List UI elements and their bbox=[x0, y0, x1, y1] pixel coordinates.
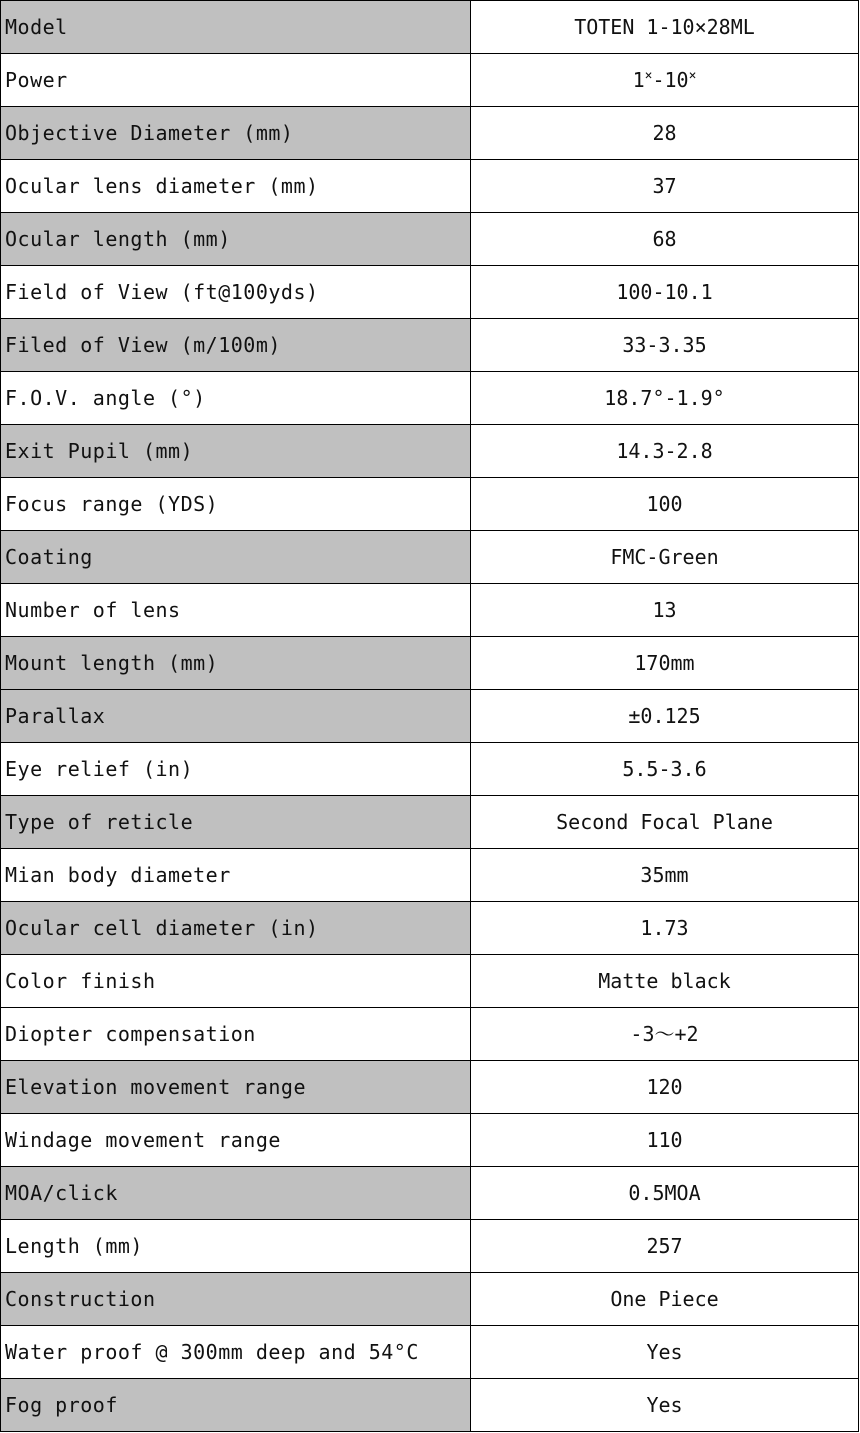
spec-row-main-body-diameter bbox=[1, 849, 859, 902]
spec-row-model bbox=[1, 1, 859, 54]
spec-label: Ocular length (mm) bbox=[1, 213, 471, 266]
spec-row-windage-range bbox=[1, 1114, 859, 1167]
spec-table-body bbox=[1, 1, 859, 1432]
spec-row-objective-diameter bbox=[1, 107, 859, 160]
spec-label: Type of reticle bbox=[1, 796, 471, 849]
spec-value: 33-3.35 bbox=[471, 319, 859, 372]
spec-row-coating bbox=[1, 531, 859, 584]
spec-value: Second Focal Plane bbox=[471, 796, 859, 849]
spec-value: 5.5-3.6 bbox=[471, 743, 859, 796]
spec-label: MOA/click bbox=[1, 1167, 471, 1220]
spec-row-fog-proof bbox=[1, 1379, 859, 1432]
spec-row-eye-relief bbox=[1, 743, 859, 796]
spec-label: Power bbox=[1, 54, 471, 107]
spec-value: One Piece bbox=[471, 1273, 859, 1326]
spec-label: Elevation movement range bbox=[1, 1061, 471, 1114]
spec-label: Filed of View (m/100m) bbox=[1, 319, 471, 372]
spec-value: FMC-Green bbox=[471, 531, 859, 584]
spec-row-fov-angle bbox=[1, 372, 859, 425]
spec-row-power bbox=[1, 54, 859, 107]
spec-value: 28 bbox=[471, 107, 859, 160]
spec-value: 68 bbox=[471, 213, 859, 266]
spec-label: Parallax bbox=[1, 690, 471, 743]
spec-row-water-proof bbox=[1, 1326, 859, 1379]
spec-row-focus-range bbox=[1, 478, 859, 531]
spec-label: Model bbox=[1, 1, 471, 54]
spec-label: Ocular lens diameter (mm) bbox=[1, 160, 471, 213]
spec-value: 120 bbox=[471, 1061, 859, 1114]
spec-label: Construction bbox=[1, 1273, 471, 1326]
spec-label: Ocular cell diameter (in) bbox=[1, 902, 471, 955]
spec-label: Diopter compensation bbox=[1, 1008, 471, 1061]
spec-label: Color finish bbox=[1, 955, 471, 1008]
spec-label: Focus range (YDS) bbox=[1, 478, 471, 531]
spec-label: F.O.V. angle (°) bbox=[1, 372, 471, 425]
power-max: -10 bbox=[652, 68, 689, 92]
spec-row-ocular-length bbox=[1, 213, 859, 266]
spec-row-ocular-cell-diameter bbox=[1, 902, 859, 955]
spec-value: 257 bbox=[471, 1220, 859, 1273]
spec-label: Coating bbox=[1, 531, 471, 584]
spec-row-diopter-compensation bbox=[1, 1008, 859, 1061]
spec-row-parallax bbox=[1, 690, 859, 743]
spec-row-number-of-lens bbox=[1, 584, 859, 637]
spec-value: 1.73 bbox=[471, 902, 859, 955]
spec-row-ocular-lens-diameter bbox=[1, 160, 859, 213]
spec-value: 35mm bbox=[471, 849, 859, 902]
spec-label: Objective Diameter (mm) bbox=[1, 107, 471, 160]
spec-value: 110 bbox=[471, 1114, 859, 1167]
spec-row-length bbox=[1, 1220, 859, 1273]
spec-label: Length (mm) bbox=[1, 1220, 471, 1273]
spec-label: Field of View (ft@100yds) bbox=[1, 266, 471, 319]
spec-value: 13 bbox=[471, 584, 859, 637]
spec-value: 18.7°-1.9° bbox=[471, 372, 859, 425]
power-min: 1 bbox=[632, 68, 645, 92]
spec-value: 100-10.1 bbox=[471, 266, 859, 319]
spec-value: Yes bbox=[471, 1326, 859, 1379]
spec-row-elevation-range bbox=[1, 1061, 859, 1114]
spec-row-mount-length bbox=[1, 637, 859, 690]
spec-value: Matte black bbox=[471, 955, 859, 1008]
spec-value: 0.5MOA bbox=[471, 1167, 859, 1220]
spec-label: Exit Pupil (mm) bbox=[1, 425, 471, 478]
spec-row-color-finish bbox=[1, 955, 859, 1008]
spec-label: Water proof @ 300mm deep and 54°C bbox=[1, 1326, 471, 1379]
spec-value: ±0.125 bbox=[471, 690, 859, 743]
power-max-unit: × bbox=[688, 68, 697, 84]
spec-value bbox=[471, 54, 859, 107]
spec-label: Fog proof bbox=[1, 1379, 471, 1432]
spec-value: 14.3-2.8 bbox=[471, 425, 859, 478]
spec-value: 100 bbox=[471, 478, 859, 531]
spec-value: 37 bbox=[471, 160, 859, 213]
spec-value: Yes bbox=[471, 1379, 859, 1432]
spec-label: Mian body diameter bbox=[1, 849, 471, 902]
spec-label: Number of lens bbox=[1, 584, 471, 637]
spec-value: TOTEN 1-10×28ML bbox=[471, 1, 859, 54]
spec-label: Eye relief (in) bbox=[1, 743, 471, 796]
spec-row-construction bbox=[1, 1273, 859, 1326]
spec-row-field-of-view-ft bbox=[1, 266, 859, 319]
power-min-unit: × bbox=[644, 68, 653, 84]
spec-row-moa-click bbox=[1, 1167, 859, 1220]
spec-label: Windage movement range bbox=[1, 1114, 471, 1167]
spec-value: -3～+2 bbox=[471, 1008, 859, 1061]
spec-label: Mount length (mm) bbox=[1, 637, 471, 690]
spec-row-type-of-reticle bbox=[1, 796, 859, 849]
spec-row-field-of-view-m bbox=[1, 319, 859, 372]
spec-value: 170mm bbox=[471, 637, 859, 690]
spec-row-exit-pupil bbox=[1, 425, 859, 478]
